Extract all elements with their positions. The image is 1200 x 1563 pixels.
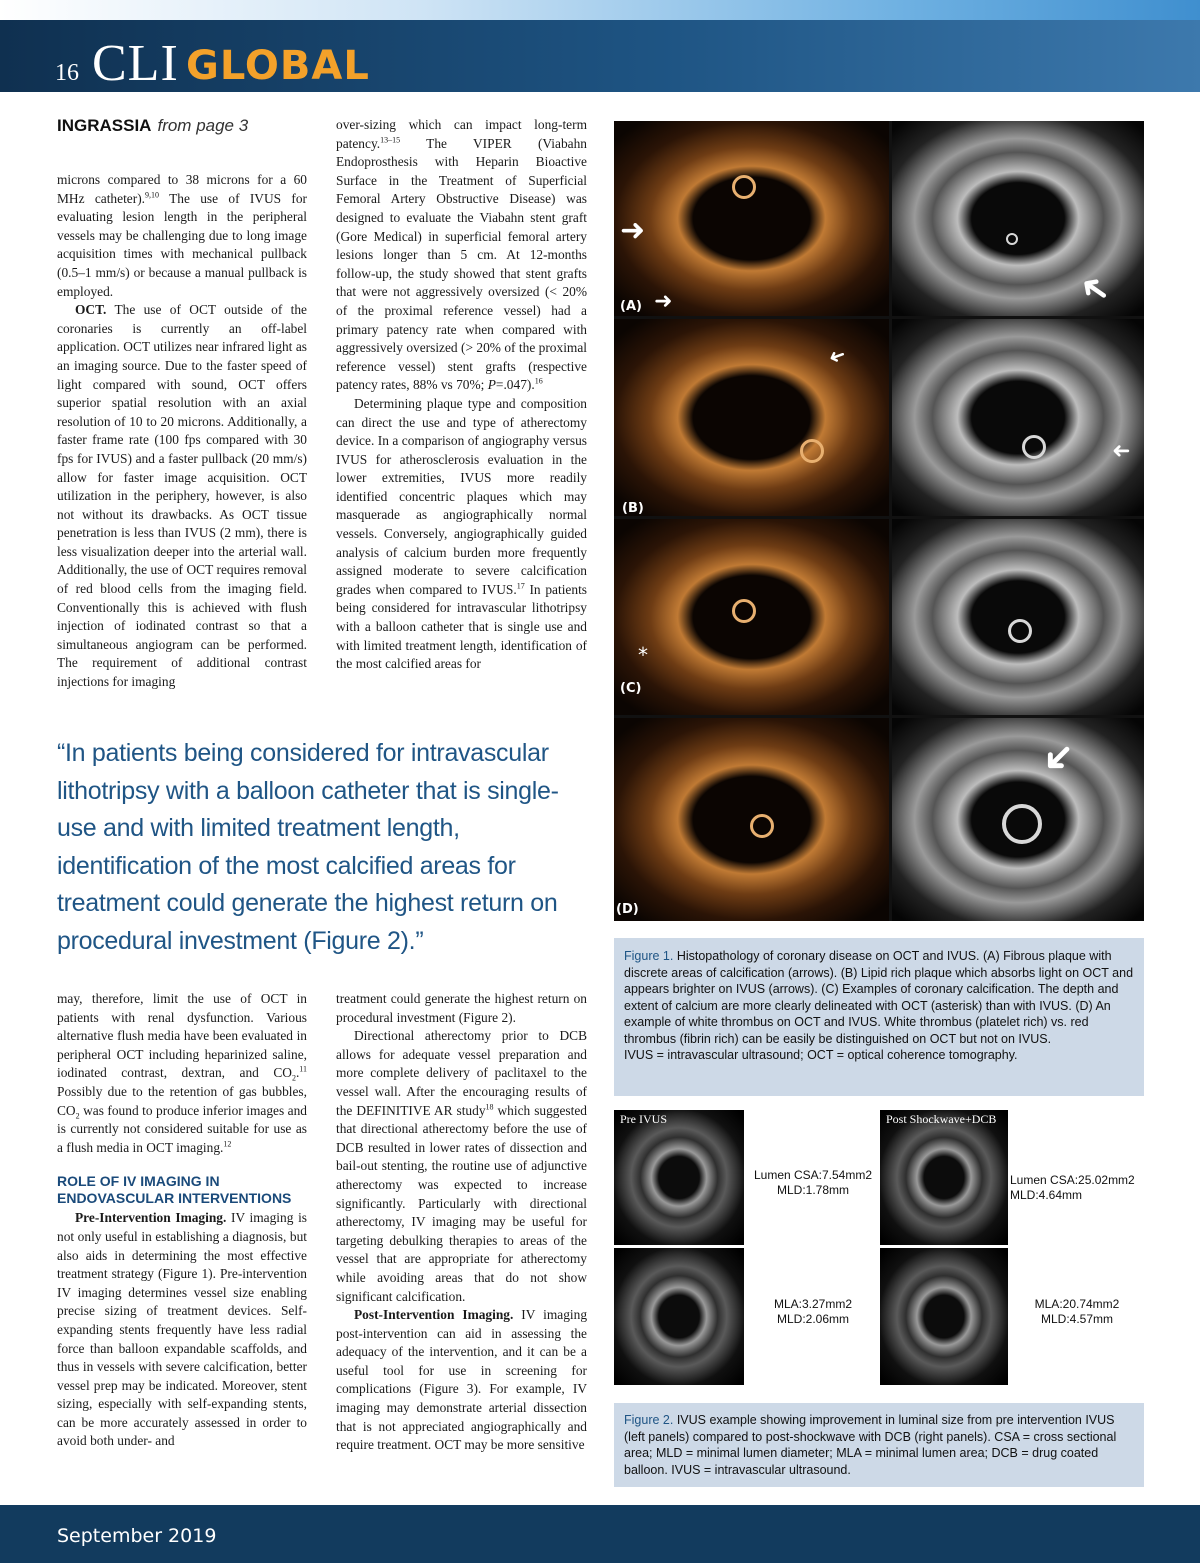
measurement: MLA:3.27mm2	[773, 1297, 853, 1311]
measurement: MLD:1.78mm	[776, 1183, 850, 1197]
oct-panel-b	[614, 319, 889, 516]
article-kicker	[57, 116, 248, 136]
catheter-ring	[1006, 233, 1018, 245]
ivus-post-bottom	[880, 1248, 1008, 1385]
citation: 17	[516, 581, 525, 591]
column-2-bottom	[336, 990, 587, 1455]
oct-panel-c	[614, 519, 889, 715]
paragraph	[336, 1027, 587, 1306]
text: IVUS example showing improvement in luminal size from pre intervention IVUS (left panels) compared to post-shockwave with DCB (right panels). CSA = cross sectional area; MLD = minimal lumen diameter; MLA = minimal lumen area; DCB = drug coated balloon. IVUS = intravascular ultrasound.	[624, 1413, 1117, 1477]
run-in-head: Pre-Intervention Imaging.	[75, 1210, 227, 1226]
panel-label-b: (B)	[622, 501, 644, 516]
arrow-icon: ➜	[825, 342, 850, 372]
kicker-author: INGRASSIA	[57, 116, 152, 135]
oct-panel-d	[614, 718, 889, 921]
paragraph	[336, 990, 587, 1027]
citation: 12	[223, 1139, 232, 1149]
caption-abbrev: IVUS = intravascular ultrasound; OCT = optical coherence tomography.	[624, 1048, 1018, 1062]
text: The use of OCT outside of the coronaries is currently an off-label application. OCT utilizes near infrared light as an imaging source. Due to the faster speed of light compared with sound, OCT offers superior spatial resolution with an axial resolution of 10 to 20 microns. Additionally, a faster frame rate (100 fps compared with 30 fps for IVUS) and a faster pullback (20 mm/s) allow for faster image acquisition. OCT utilization in the periphery, however, is also not without its drawbacks. As OCT tissue penetration is less than IVUS (2 mm), there is less visualization deeper into the arterial wall. Additionally, the use of OCT requires removal of red blood cells from the imaging field. Conventionally this is achieved with flush injection of iodinated contrast so that a simultaneous angiogram can be performed. The requirement of additional contrast injections for imaging	[57, 302, 307, 690]
ivus-panel-d	[892, 718, 1144, 921]
caption-text	[624, 948, 1134, 1047]
asterisk-marker: *	[638, 643, 648, 667]
arrow-icon: ➜	[654, 289, 673, 314]
text: The use of IVUS for evaluating lesion length in the peripheral vessels may be challenging due to long image acquisition times with mechanical pullback (0.5–1 mm/s) or because a manual pullback is employed.	[57, 190, 307, 299]
paragraph	[57, 1209, 307, 1451]
measurement: Lumen CSA:25.02mm2	[1010, 1173, 1135, 1187]
caption-label: Figure 1.	[624, 949, 674, 963]
text: may, therefore, limit the use of OCT in patients with renal dysfunction. Various alternative flush media have been evaluated in peripheral OCT including heparinized saline, iodinated contrast, dextran, and CO	[57, 991, 307, 1081]
citation: 9,10	[145, 190, 160, 200]
panel-title: Pre IVUS	[620, 1112, 667, 1126]
arrow-icon: ➜	[1070, 263, 1119, 315]
citation: 16	[534, 376, 543, 386]
catheter-ring	[800, 439, 824, 463]
panel-label-d: (D)	[616, 902, 639, 917]
post-bottom-measurements	[1010, 1297, 1144, 1327]
catheter-ring	[1022, 435, 1046, 459]
text: IV imaging post-intervention can aid in assessing the adequacy of the intervention, and it can be a useful tool for use in screening for complications (Figure 3). For example, IV imaging may demonstrate arterial dissection that is not appreciated angiographically and require treatment. OCT may be more sensitive	[336, 1307, 588, 1453]
pre-bottom-measurements	[749, 1297, 877, 1327]
subscript: 2	[291, 1074, 296, 1084]
text: was found to produce inferior images and is currently not considered suitable for use as a flush media in OCT imaging.	[57, 1102, 307, 1155]
kicker-continuation: from page 3	[157, 116, 249, 135]
ivus-panel-a	[892, 121, 1144, 316]
paragraph	[336, 395, 587, 674]
measurement: MLA:20.74mm2	[1034, 1297, 1120, 1311]
measurement: Lumen CSA:7.54mm2	[753, 1168, 873, 1182]
masthead-cli: CLI	[92, 35, 179, 92]
column-1-bottom	[57, 990, 307, 1451]
column-1-top	[57, 171, 307, 692]
page-number: 16	[55, 60, 79, 86]
panel-title: Post Shockwave+DCB	[886, 1112, 997, 1126]
issue-date: September 2019	[57, 1525, 217, 1547]
pull-quote: “In patients being considered for intravascular lithotripsy with a balloon catheter that is single-use and with limited treatment length, identification of the most calcified areas for treatment could generate the highest return on procedural investment (Figure 2).”	[57, 739, 559, 955]
pre-top-measurements	[749, 1168, 877, 1198]
paragraph	[336, 116, 587, 395]
figure-1-caption	[614, 938, 1144, 1096]
oct-panel-a	[614, 121, 889, 316]
text: P	[487, 377, 496, 393]
measurement: MLD:4.64mm	[1010, 1188, 1083, 1202]
run-in-head: OCT.	[75, 302, 107, 318]
measurement: MLD:2.06mm	[776, 1312, 850, 1326]
text: Histopathology of coronary disease on OCT and IVUS. (A) Fibrous plaque with discrete areas of calcification (arrows). (B) Lipid rich plaque which absorbs light on OCT and appears brighter on IVUS (arrows). (C) Examples of coronary calcification. The depth and extent of calcium are more clearly delineated with OCT (asterisk) than with IVUS. (D) An example of white thrombus on OCT and IVUS. White thrombus (platelet rich) vs. red thrombus (fibrin rich) can be easily be distinguished on OCT but not on IVUS.	[624, 949, 1134, 1046]
figure-2-image	[614, 1110, 1144, 1385]
citation: 18	[485, 1102, 494, 1112]
figure-1-image	[614, 121, 1144, 921]
paragraph	[336, 1306, 587, 1455]
catheter-ring	[732, 175, 756, 199]
text: Determining plaque type and composition can direct the use and type of atherectomy device. In a comparison of angiography versus IVUS for atherosclerosis evaluation in the lower extremities, IVUS more readily identified concentric plaques which may masquerade as angiographically normal vessels. Conversely, angiographically guided analysis of calcium burden more frequently assigned moderate to severe calcification grades when compared to IVUS.	[336, 395, 587, 597]
text: =.047).	[495, 377, 535, 393]
subscript: 2	[75, 1111, 80, 1121]
catheter-ring	[750, 814, 774, 838]
text: over-sizing which can impact long-term patency.	[336, 117, 587, 151]
catheter-ring	[1008, 619, 1032, 643]
ivus-pre-top	[614, 1110, 744, 1245]
post-top-measurements	[1010, 1173, 1144, 1203]
text: .	[295, 1065, 300, 1081]
panel-label-a: (A)	[620, 299, 642, 314]
paragraph	[57, 171, 307, 301]
section-heading: ROLE OF IV IMAGING IN ENDOVASCULAR INTERVENTIONS	[57, 1173, 292, 1207]
arrow-icon: ➜	[1030, 729, 1087, 787]
ivus-post-top	[880, 1110, 1008, 1245]
text: microns compared to 38 microns for a 60 MHz catheter).	[57, 172, 307, 206]
caption-label: Figure 2.	[624, 1413, 674, 1427]
paragraph	[57, 990, 307, 1157]
arrow-icon: ➜	[1112, 438, 1131, 463]
catheter-ring	[1002, 804, 1042, 844]
catheter-ring	[732, 599, 756, 623]
text: In patients being considered for intravascular lithotripsy with a balloon catheter that is single use and with limited treatment length, identification of the most calcified areas for	[336, 581, 587, 672]
citation: 13–15	[380, 135, 401, 145]
masthead-global: GLOBAL	[186, 43, 370, 89]
ivus-panel-b	[892, 319, 1144, 516]
column-2-top	[336, 116, 587, 674]
run-in-head: Post-Intervention Imaging.	[354, 1307, 514, 1323]
ivus-panel-c	[892, 519, 1144, 715]
text: which suggested that directional atherectomy before the use of DCB resulted in lower rates of dissection and bail-out stenting, the routine use of adjunctive atherectomy was expected to increase significantly. Particularly with directional atherectomy, IV imaging may be useful for targeting debulking therapies to areas of the vessel that are appropriate for atherectomy while avoiding areas that do not show significant calcification.	[336, 1102, 588, 1304]
ivus-pre-bottom	[614, 1248, 744, 1385]
arrow-icon: ➜	[620, 213, 646, 248]
citation: 11	[299, 1064, 307, 1074]
measurement: MLD:4.57mm	[1040, 1312, 1114, 1326]
text: treatment could generate the highest return on procedural investment (Figure 2).	[336, 991, 587, 1025]
figure-2-caption	[614, 1403, 1144, 1487]
masthead-stripe	[0, 0, 1200, 20]
text: The VIPER (Viabahn Endoprosthesis with Heparin Bioactive Surface in the Treatment of Superficial Femoral Artery Obstructive Disease) was designed to evaluate the Viabahn stent graft (Gore Medical) in superficial femoral artery lesions longer than 5 cm. At 12-months follow-up, the study showed that stent grafts that were not aggressively oversized (< 20% of the proximal reference vessel) had a primary patency rate when compared with aggressively oversized (> 20% of the proximal reference vessel) stent grafts (respective patency rates, 88% vs 70%;	[336, 135, 587, 393]
text: Possibly due to the retention of gas bubbles, CO	[57, 1083, 307, 1118]
caption-text	[624, 1412, 1134, 1478]
text: Directional atherectomy prior to DCB allows for adequate vessel preparation and more complete delivery of paclitaxel to the vessel wall. After the encouraging results of the DEFINITIVE AR study	[336, 1028, 587, 1118]
paragraph	[57, 301, 307, 691]
text: IV imaging is not only useful in establishing a diagnosis, but also aids in determining the most effective treatment strategy (Figure 1). Pre-intervention IV imaging determines vessel size enabling precise sizing of treatment devices. Self-expanding stents frequently have less radial force than balloon expandable scaffolds, and thus in vessels with severe calcification, better vessel prep may be indicated. Moreover, stent sizing, especially with self-expanding stents, can be more accurately assessed in order to avoid both under- and	[57, 1210, 308, 1449]
panel-label-c: (C)	[620, 681, 642, 696]
